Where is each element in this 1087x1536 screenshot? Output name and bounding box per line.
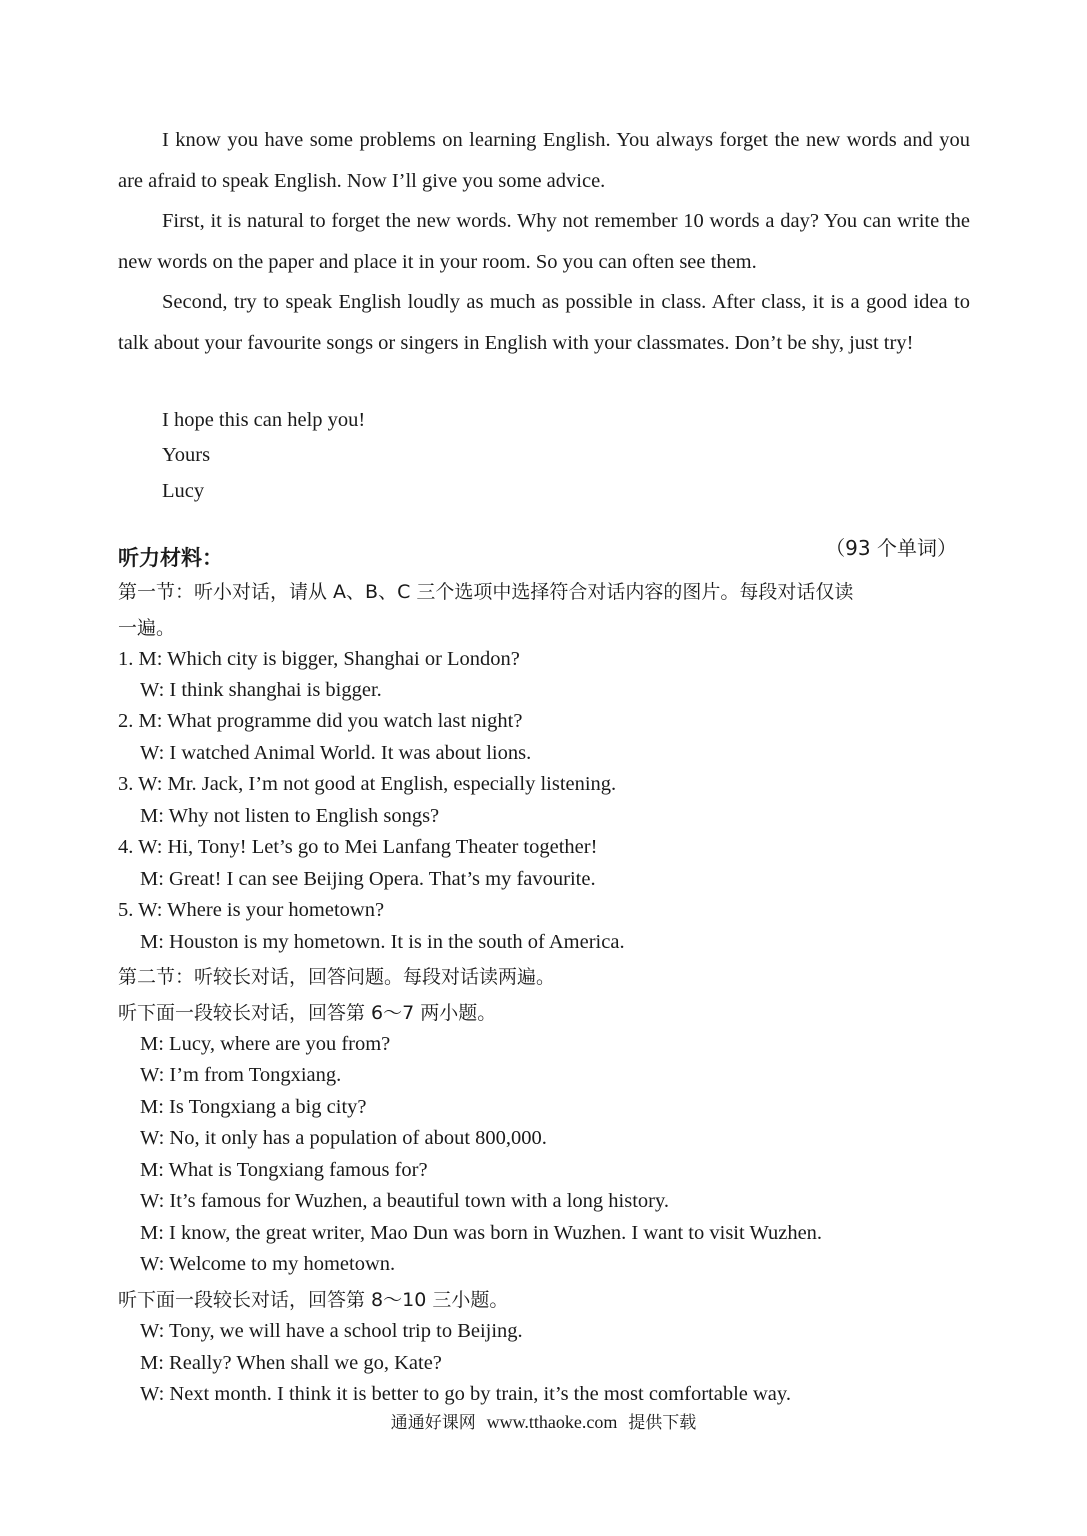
page-footer [0,1408,1087,1433]
listening-heading: 听力材料： [118,546,223,570]
letter-signature: Lucy [162,480,205,502]
dialogue-5-a: M: Houston is my hometown. It is in the south of America. [140,931,625,953]
long-dialogue-1-instruction: 听下面一段较长对话，回答第 6～7 两小题。 [118,1002,497,1024]
dialogue-4-q: 4. W: Hi, Tony! Let’s go to Mei Lanfang Theater together! [118,836,598,858]
dialogue-1-a: W: I think shanghai is bigger. [140,679,382,701]
long-dialogue-1-line: M: Lucy, where are you from? [140,1033,391,1055]
letter-yours: Yours [162,444,211,466]
long-dialogue-2-instruction: 听下面一段较长对话，回答第 8～10 三小题。 [118,1289,509,1311]
long-dialogue-2-line: W: Tony, we will have a school trip to Beijing. [140,1320,523,1342]
section1-instruction-cont: 一遍。 [118,617,176,639]
long-dialogue-1-line: W: Welcome to my hometown. [140,1253,396,1275]
section2-instruction: 第二节：听较长对话，回答问题。每段对话读两遍。 [118,966,556,988]
long-dialogue-1-line: M: Is Tongxiang a big city? [140,1096,367,1118]
long-dialogue-1-line: M: What is Tongxiang famous for? [140,1159,428,1181]
letter-closing: I hope this can help you! [162,409,366,431]
word-count: （93 个单词） [825,536,957,560]
footer-suffix: 提供下载 [628,1413,697,1433]
letter-paragraph-2: First, it is natural to forget the new words. Why not remember 10 words a day? You can write the new words on the paper and place it in your room. So you can often see them. [118,210,970,273]
long-dialogue-1-line: W: No, it only has a population of about 800,000. [140,1127,547,1149]
footer-site-name: 通通好课网 [390,1413,476,1433]
dialogue-2-a: W: I watched Animal World. It was about lions. [140,742,532,764]
letter-paragraph-1: I know you have some problems on learning English. You always forget the new words and you are afraid to speak English. Now I’ll give you some advice. [118,129,970,192]
dialogue-1-q: 1. M: Which city is bigger, Shanghai or London? [118,648,520,670]
dialogue-5-q: 5. W: Where is your hometown? [118,899,385,921]
long-dialogue-1-line: W: I’m from Tongxiang. [140,1064,342,1086]
dialogue-2-q: 2. M: What programme did you watch last night? [118,710,523,732]
letter-paragraph-3: Second, try to speak English loudly as much as possible in class. After class, it is a good idea to talk about your favourite songs or singers in English with your classmates. Don’t be shy, just try! [118,291,970,354]
long-dialogue-1-line: M: I know, the great writer, Mao Dun was born in Wuzhen. I want to visit Wuzhen. [140,1222,823,1244]
dialogue-4-a: M: Great! I can see Beijing Opera. That’s my favourite. [140,868,596,890]
long-dialogue-1-line: W: It’s famous for Wuzhen, a beautiful town with a long history. [140,1190,670,1212]
long-dialogue-2-line: M: Really? When shall we go, Kate? [140,1352,442,1374]
dialogue-3-a: M: Why not listen to English songs? [140,805,440,827]
long-dialogue-2-line: W: Next month. I think it is better to go by train, it’s the most comfortable way. [140,1383,791,1405]
section1-instruction: 第一节：听小对话，请从 A、B、C 三个选项中选择符合对话内容的图片。每段对话仅读 [118,581,854,603]
dialogue-3-q: 3. W: Mr. Jack, I’m not good at English, especially listening. [118,773,617,795]
footer-url[interactable]: www.tthaoke.com [486,1412,618,1432]
